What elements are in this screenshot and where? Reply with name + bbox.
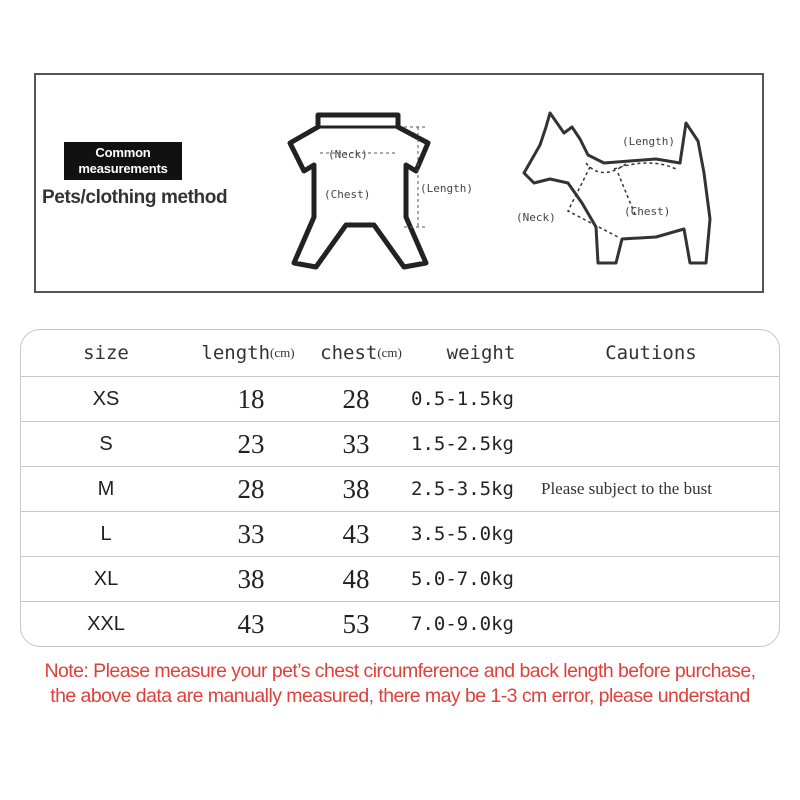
header-cautions: Cautions xyxy=(605,342,697,364)
header-chest xyxy=(306,330,416,376)
cell-length: 28 xyxy=(237,473,265,504)
cell-caution xyxy=(541,557,780,601)
cell-weight: 7.0-9.0kg xyxy=(411,613,514,635)
header-chest-unit: (cm) xyxy=(377,345,402,360)
measurement-guide-panel xyxy=(34,73,764,293)
cell-size: M xyxy=(97,477,115,500)
dog-neck-label: (Neck) xyxy=(516,211,556,224)
cell-length: 18 xyxy=(237,383,265,414)
cell-weight: 3.5-5.0kg xyxy=(411,523,514,545)
cell-chest: 53 xyxy=(342,608,370,639)
header-length-unit: (cm) xyxy=(270,345,295,360)
header-chest-label: chest xyxy=(320,342,378,364)
table-row xyxy=(21,557,779,601)
cell-length: 23 xyxy=(237,428,265,459)
clothing-diagram xyxy=(276,105,506,275)
common-measurements-badge xyxy=(64,142,182,180)
dog-chest-label: (Chest) xyxy=(624,205,671,218)
cell-caution: Please subject to the bust xyxy=(541,479,712,498)
table-row xyxy=(21,377,779,421)
table-row xyxy=(21,602,779,646)
header-length-label: length xyxy=(201,342,271,364)
clothing-neck-label: (Neck) xyxy=(328,148,368,161)
badge-line-2: measurements xyxy=(78,161,168,176)
cell-chest: 33 xyxy=(342,428,370,459)
table-row xyxy=(21,467,779,511)
cell-size: S xyxy=(99,432,113,455)
method-label: Pets/clothing method xyxy=(42,187,228,208)
cell-chest: 38 xyxy=(342,473,370,504)
cell-caution xyxy=(541,512,780,556)
cell-weight: 1.5-2.5kg xyxy=(411,433,514,455)
dog-length-label: (Length) xyxy=(622,135,675,148)
cell-length: 38 xyxy=(237,563,265,594)
clothing-length-label: (Length) xyxy=(420,182,473,195)
dog-outline-icon xyxy=(524,113,710,263)
header-length xyxy=(193,330,303,376)
cell-caution xyxy=(541,602,780,646)
table-row xyxy=(21,512,779,556)
dog-diagram xyxy=(506,103,756,278)
clothing-chest-label: (Chest) xyxy=(324,188,371,201)
cell-length: 33 xyxy=(237,518,265,549)
table-header-row xyxy=(21,330,779,376)
cell-caution xyxy=(541,422,780,466)
size-chart-table xyxy=(20,329,780,647)
cell-size: XL xyxy=(93,567,119,590)
cell-caution xyxy=(541,377,780,421)
cell-size: XXL xyxy=(87,612,125,635)
cell-weight: 5.0-7.0kg xyxy=(411,568,514,590)
header-weight: weight xyxy=(446,342,516,364)
cell-chest: 48 xyxy=(342,563,370,594)
note-line-1: Note: Please measure your pet’s chest circumference and back length before purchase, xyxy=(44,660,756,682)
table-row xyxy=(21,422,779,466)
header-size: size xyxy=(83,342,129,364)
cell-chest: 28 xyxy=(342,383,370,414)
badge-line-1: Common xyxy=(95,145,151,160)
cell-length: 43 xyxy=(237,608,265,639)
cell-chest: 43 xyxy=(342,518,370,549)
cell-weight: 2.5-3.5kg xyxy=(411,478,514,500)
note-line-2: the above data are manually measured, there may be 1-3 cm error, please understand xyxy=(50,685,750,707)
cell-size: L xyxy=(100,522,112,545)
cell-weight: 0.5-1.5kg xyxy=(411,388,514,410)
cell-size: XS xyxy=(92,387,120,410)
